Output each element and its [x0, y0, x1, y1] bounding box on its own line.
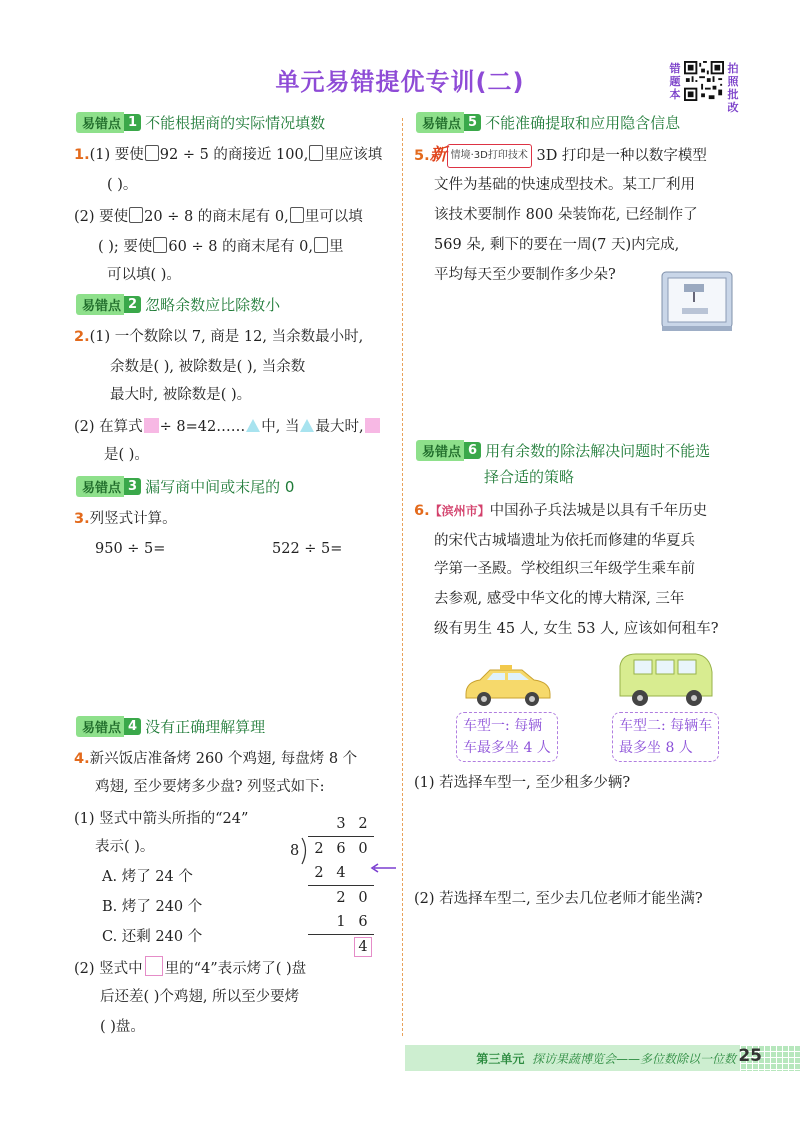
section-tag: 易错点 [416, 112, 464, 133]
text: (2) 要使 [74, 209, 129, 225]
section-number: 3 [124, 478, 141, 495]
context-badge: 情境·3D打印技术 [447, 144, 532, 168]
q2-part1-line3[interactable]: 最大时, 被除数是( )。 [110, 387, 252, 403]
section-number: 6 [464, 442, 481, 459]
text: 中, 当 [261, 419, 300, 435]
q1-part2-line2 [98, 236, 344, 258]
qr-right-label: 拍照批改 [727, 62, 739, 114]
q2-part1-line2[interactable]: 余数是( ), 被除数是( ), 当余数 [110, 359, 306, 375]
section-number: 5 [464, 114, 481, 131]
text: 3D 打印是一种以数字模型 [536, 148, 707, 164]
qr-code-icon [684, 60, 724, 102]
q6-line5: 级有男生 45 人, 女生 53 人, 应该如何租车? [434, 621, 719, 637]
section-number: 2 [124, 296, 141, 313]
footer-text [476, 1050, 736, 1067]
text: 里应该填 [324, 147, 383, 163]
blank-box[interactable] [290, 207, 304, 223]
section-heading: 用有余数的除法解决问题时不能选 [485, 442, 711, 460]
text: 里可以填 [304, 209, 363, 225]
long-division [290, 812, 400, 962]
divisor: 8 [290, 843, 300, 859]
question-number: 6. [414, 503, 430, 519]
q6-line3: 学第一圣殿。学校组织三年级学生乘车前 [434, 561, 695, 577]
text: 车最多坐 4 人 [463, 740, 551, 756]
q1-part1-answer[interactable]: ( )。 [107, 177, 138, 193]
division-bracket [300, 836, 314, 866]
q4-part1-line2[interactable]: 表示( )。 [95, 839, 155, 855]
q4-part2-line3[interactable]: ( )盘。 [100, 1019, 145, 1035]
q6-part2: (2) 若选择车型二, 至少去几位老师才能坐满? [414, 891, 703, 907]
text: 车型一: 每辆 [463, 718, 543, 734]
product-digit: 6 [358, 914, 368, 930]
dividend-digit: 6 [336, 841, 346, 857]
remainder-triangle [246, 419, 260, 432]
q6-line2: 的宋代古城墙遗址为依托而修建的华夏兵 [434, 533, 695, 549]
section-heading: 不能准确提取和应用隐含信息 [485, 114, 681, 132]
q5-line1 [414, 144, 707, 168]
section-tag: 易错点 [76, 294, 124, 315]
q4-option-b[interactable]: B. 烤了 240 个 [102, 899, 203, 915]
question-number: 3. [74, 511, 90, 527]
column-divider [402, 118, 403, 1036]
q4-line2: 鸡翅, 至少要烤多少盘? 列竖式如下: [95, 779, 325, 795]
remainder-digit: 2 [336, 890, 346, 906]
q6-line1 [414, 500, 707, 522]
quotient-digit: 3 [336, 816, 346, 832]
remainder-triangle [300, 419, 314, 432]
text: (2) 在算式 [74, 419, 143, 435]
q3-expr-1: 950 ÷ 5= [95, 541, 166, 557]
section-heading: 忽略余数应比除数小 [145, 296, 281, 314]
text: (1) 一个数除以 7, 商是 12, 当余数最小时, [89, 329, 364, 345]
van-illustration [612, 648, 718, 708]
arrow-left-icon [368, 862, 398, 874]
quotient-digit: 2 [358, 816, 368, 832]
dividend-box [365, 418, 380, 433]
blank-box[interactable] [314, 237, 328, 253]
section-heading: 漏写商中间或末尾的 0 [145, 478, 295, 496]
unit-title: 探访果蔬博览会——多位数除以一位数 [531, 1052, 736, 1066]
section-tag: 易错点 [416, 440, 464, 461]
q1-part1-line1 [74, 144, 382, 166]
blank-box[interactable] [153, 237, 167, 253]
text: (2) 竖式中 [74, 961, 143, 977]
text: 60 ÷ 8 的商末尾有 0, [168, 239, 314, 255]
q6-line4: 去参观, 感受中华文化的博大精深, 三年 [434, 591, 685, 607]
qr-block[interactable] [668, 60, 740, 114]
remainder-digit: 0 [358, 890, 368, 906]
unit-label: 第三单元 [476, 1052, 525, 1066]
q3-prompt [74, 508, 177, 530]
section-4-header [76, 716, 265, 737]
final-remainder: 4 [354, 937, 372, 957]
section-number: 4 [124, 718, 141, 735]
section-heading: 没有正确理解算理 [145, 718, 266, 736]
q3-expr-2: 522 ÷ 5= [272, 541, 343, 557]
q4-part2-line2[interactable]: 后还差( )个鸡翅, 所以至少要烤 [100, 989, 300, 1005]
text: 中国孙子兵法城是以具有千年历史 [489, 503, 708, 519]
q4-line1 [74, 748, 357, 770]
text: ÷ 8=42…… [159, 419, 246, 435]
q6-part1: (1) 若选择车型一, 至少租多少辆? [414, 775, 631, 791]
section-tag: 易错点 [76, 716, 124, 737]
q2-part2-line1 [74, 416, 381, 438]
answer-blank[interactable]: ( ); 要使 [98, 239, 153, 255]
text: 新兴饭店准备烤 260 个鸡翅, 每盘烤 8 个 [89, 751, 358, 767]
text: 车型二: 每辆车 [619, 718, 713, 734]
new-badge: 新 [429, 145, 447, 165]
q2-part2-line2[interactable]: 是( )。 [104, 447, 149, 463]
q4-option-a[interactable]: A. 烤了 24 个 [102, 869, 193, 885]
product-digit: 2 [314, 865, 324, 881]
q5-line2: 文件为基础的快速成型技术。某工厂利用 [434, 177, 695, 193]
dividend-box [144, 418, 159, 433]
dividend-digit: 2 [314, 841, 324, 857]
section-1-header [76, 112, 325, 133]
product-digit: 4 [336, 865, 346, 881]
q4-option-c[interactable]: C. 还剩 240 个 [102, 929, 203, 945]
section-number: 1 [124, 114, 141, 131]
section-tag: 易错点 [76, 476, 124, 497]
q1-part2-line3[interactable]: 可以填( )。 [107, 267, 181, 283]
region-tag: 【滨州市】 [429, 504, 490, 518]
text: 最大时, [315, 419, 364, 435]
3d-printer-illustration [660, 270, 734, 332]
q5-line5: 平均每天至少要制作多少朵? [434, 267, 616, 283]
q4-part2-line1 [74, 956, 306, 980]
section-2-header [76, 294, 280, 315]
question-number: 1. [74, 147, 90, 163]
blank-box[interactable] [129, 207, 143, 223]
text: 20 ÷ 8 的商末尾有 0, [144, 209, 289, 225]
highlight-box [145, 956, 163, 976]
qr-left-label: 错题本 [669, 62, 681, 101]
q4-part1-line1: (1) 竖式中箭头所指的“24” [74, 811, 249, 827]
section-5-header [416, 112, 680, 133]
page-title: 单元易错提优专训(二) [275, 68, 525, 96]
section-tag: 易错点 [76, 112, 124, 133]
blank-box[interactable] [309, 145, 323, 161]
car-type-2-label [612, 712, 719, 762]
section-3-header [76, 476, 294, 497]
blank-box[interactable] [145, 145, 159, 161]
q2-part1-line1 [74, 326, 363, 348]
q1-part2-line1 [74, 206, 363, 228]
q5-line3: 该技术要制作 800 朵装饰花, 已经制作了 [434, 207, 698, 223]
question-number: 4. [74, 751, 90, 767]
section-6-header-line2: 择合适的策略 [484, 468, 575, 486]
dividend-digit: 0 [358, 841, 368, 857]
section-heading: 不能根据商的实际情况填数 [145, 114, 326, 132]
text: 最多坐 8 人 [619, 740, 693, 756]
taxi-illustration [460, 664, 554, 708]
text: 92 ÷ 5 的商接近 100, [159, 147, 309, 163]
page-number: 25 [738, 1046, 762, 1066]
car-type-1-label [456, 712, 558, 762]
text: 列竖式计算。 [89, 511, 177, 527]
text: (1) 要使 [89, 147, 144, 163]
answer-blank[interactable]: 里的“4”表示烤了( )盘 [164, 961, 307, 977]
text: 里 [329, 239, 344, 255]
question-number: 5. [414, 148, 430, 164]
product-digit: 1 [336, 914, 346, 930]
q5-line4: 569 朵, 剩下的要在一周(7 天)内完成, [434, 237, 680, 253]
question-number: 2. [74, 329, 90, 345]
section-6-header [416, 440, 710, 461]
